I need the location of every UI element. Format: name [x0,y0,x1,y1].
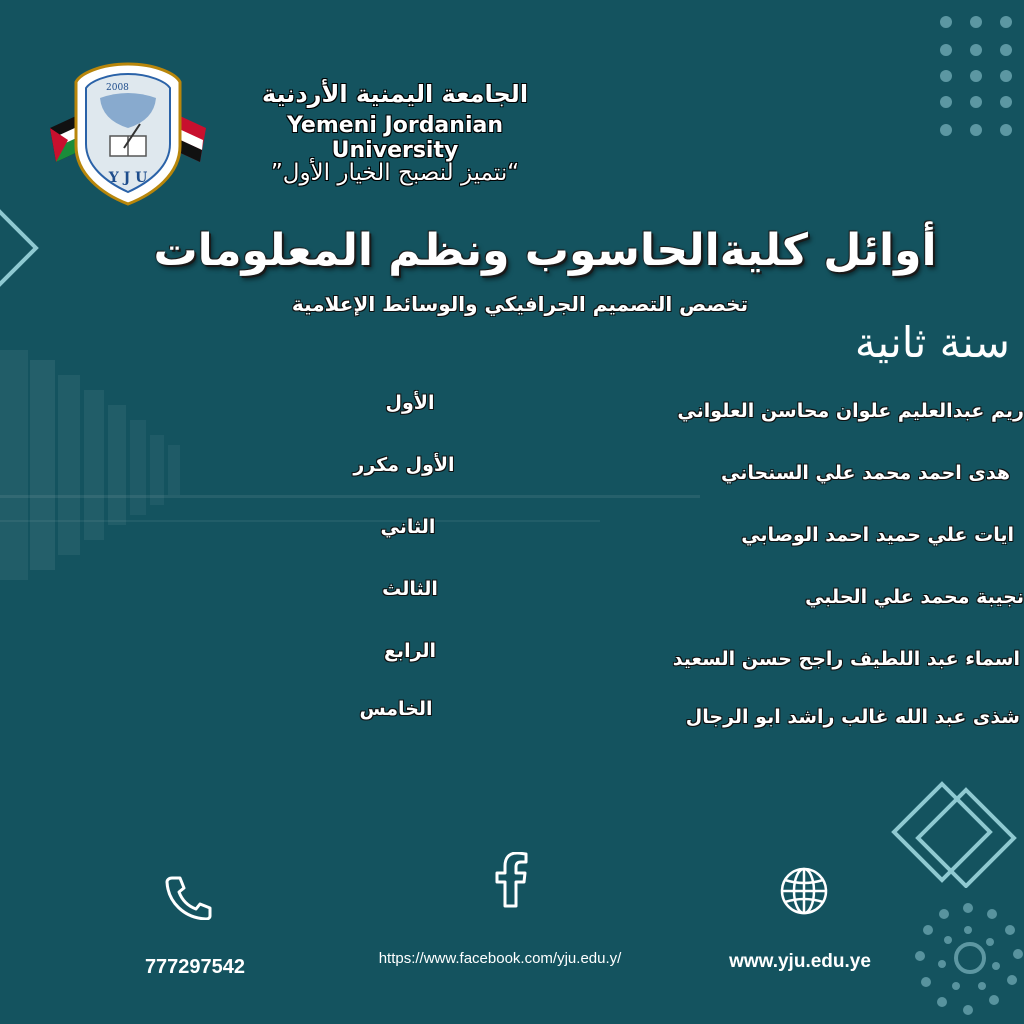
university-name-arabic: الجامعة اليمنية الأردنية [261,80,529,108]
university-logo [48,58,208,208]
student-rank: الثاني [380,516,436,538]
facebook-icon[interactable] [494,852,530,908]
ranking-row [0,516,1024,564]
chevron-decoration-icon [0,208,40,288]
dotted-ring-decoration [912,900,1024,1024]
page-title: أوائل كليةالحاسوب ونظم المعلومات [153,225,937,276]
student-rank: الرابع [383,640,437,662]
ranking-row [0,578,1024,626]
diamond-outline-decoration [890,778,1020,888]
student-name: ريم عبدالعليم علوان محاسن العلواني [677,400,1024,422]
specialization-title: تخصص التصميم الجرافيكي والوسائط الإعلامية [291,292,749,316]
ranking-row [0,640,1024,688]
ranking-row [0,392,1024,440]
student-rank: الأول [385,392,435,414]
globe-icon[interactable] [779,866,829,916]
student-name: هدى احمد محمد علي السنحاني [721,462,1010,484]
dots-grid-decoration [938,14,1014,140]
year-label: سنة ثانية [854,318,1010,367]
ranking-row [0,698,1024,746]
student-name: نجيبة محمد علي الحلبي [805,586,1024,608]
university-name-english: Yemeni Jordanian University [287,113,503,163]
student-rank: الأول مكرر [353,454,455,476]
phone-number[interactable]: 777297542 [144,956,246,978]
website-link[interactable]: www.yju.edu.ye [729,951,871,972]
svg-text:2008: 2008 [106,83,129,93]
svg-text:Y J U: Y J U [108,170,148,186]
student-rank: الثالث [382,578,438,600]
student-name: ايات علي حميد احمد الوصابي [741,524,1014,546]
university-motto: “نتميز لنصبح الخيار الأول” [270,160,520,186]
student-rank: الخامس [359,698,433,720]
ranking-row [0,454,1024,502]
student-name: اسماء عبد اللطيف راجح حسن السعيد [672,648,1020,670]
phone-icon[interactable] [162,874,214,920]
facebook-link[interactable]: https://www.facebook.com/yju.edu.y/ [378,950,622,967]
student-name: شذى عبد الله غالب راشد ابو الرجال [685,706,1020,728]
